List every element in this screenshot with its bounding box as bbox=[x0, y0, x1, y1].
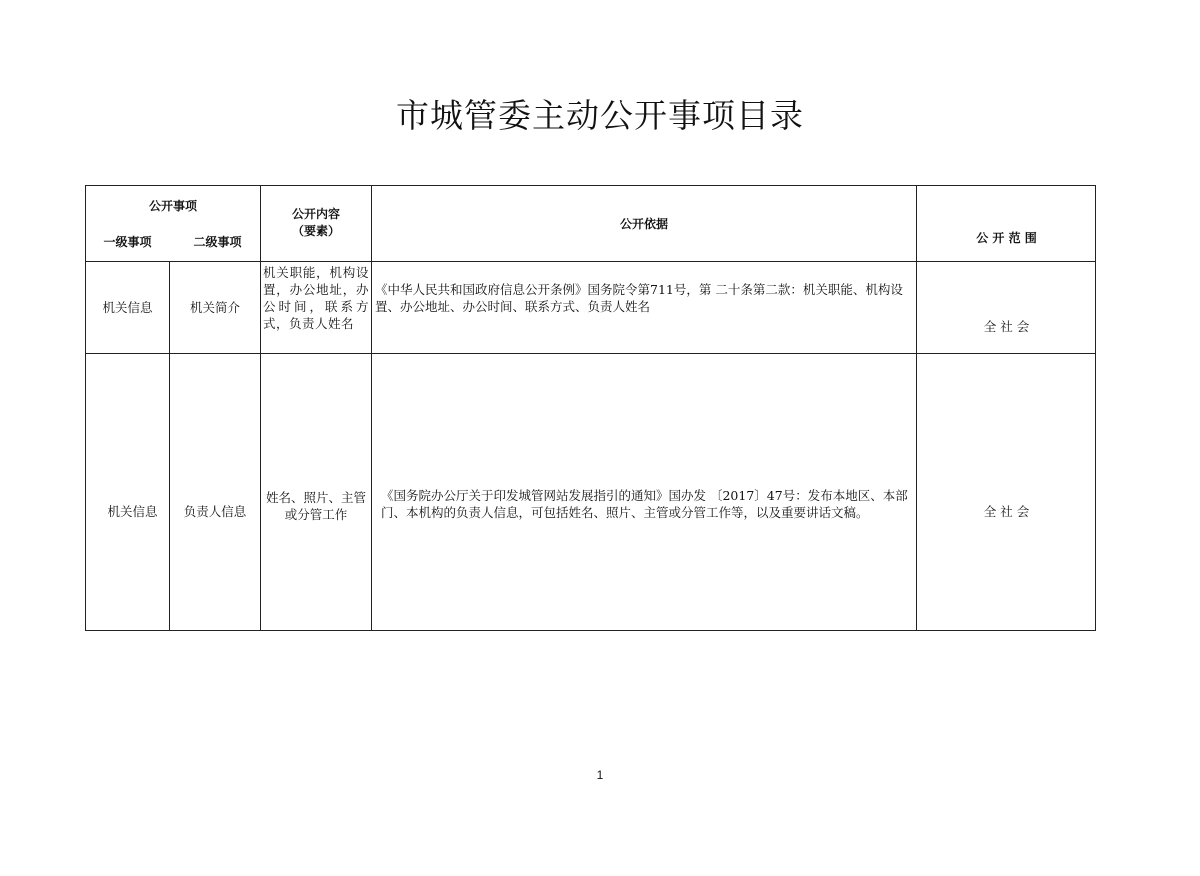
row2-level1: 机关信息 bbox=[107, 504, 158, 519]
header-content bbox=[261, 206, 371, 240]
row1-basis: 《中华人民共和国政府信息公开条例》国务院令第711号，第 二十条第二款：机关职能、机构设置、办公地址、办公时间、联系方式、负责人姓名 bbox=[375, 282, 903, 314]
header-level2: 二级事项 bbox=[193, 235, 242, 249]
disclosure-table bbox=[85, 185, 1096, 631]
row2-level2: 负责人信息 bbox=[183, 504, 247, 519]
page-title: 市城管委主动公开事项目录 bbox=[396, 96, 804, 135]
column-divider bbox=[916, 186, 917, 631]
row2-scope: 全 社 会 bbox=[983, 504, 1030, 519]
row-divider bbox=[86, 261, 1096, 262]
page-number: 1 bbox=[596, 768, 604, 782]
header-content-line2: （要素） bbox=[291, 224, 340, 238]
column-divider bbox=[169, 261, 170, 631]
header-level1: 一级事项 bbox=[103, 235, 152, 249]
header-group-label: 公开事项 bbox=[148, 199, 197, 213]
column-divider bbox=[371, 186, 372, 631]
row-divider bbox=[86, 353, 1096, 354]
row2-basis: 《国务院办公厅关于印发城管网站发展指引的通知》国办发 〔2017〕47号：发布本地区、本部门、本机构的负责人信息，可包括姓名、照片、主管或分管工作等，以及重要讲话文稿。 bbox=[381, 488, 908, 520]
row1-content: 机关职能，机构设置，办公地址，办公时间，联系方式，负责人姓名 bbox=[263, 265, 369, 331]
header-basis: 公开依据 bbox=[619, 217, 668, 231]
column-divider bbox=[260, 186, 261, 631]
header-scope: 公 开 范 围 bbox=[976, 231, 1037, 245]
row1-scope: 全 社 会 bbox=[983, 319, 1030, 334]
header-content-line1: 公开内容 bbox=[291, 207, 340, 221]
row2-content: 姓名、照片、主管或分管工作 bbox=[266, 490, 367, 522]
row1-level2: 机关简介 bbox=[189, 300, 240, 315]
row1-level1: 机关信息 bbox=[102, 300, 153, 315]
